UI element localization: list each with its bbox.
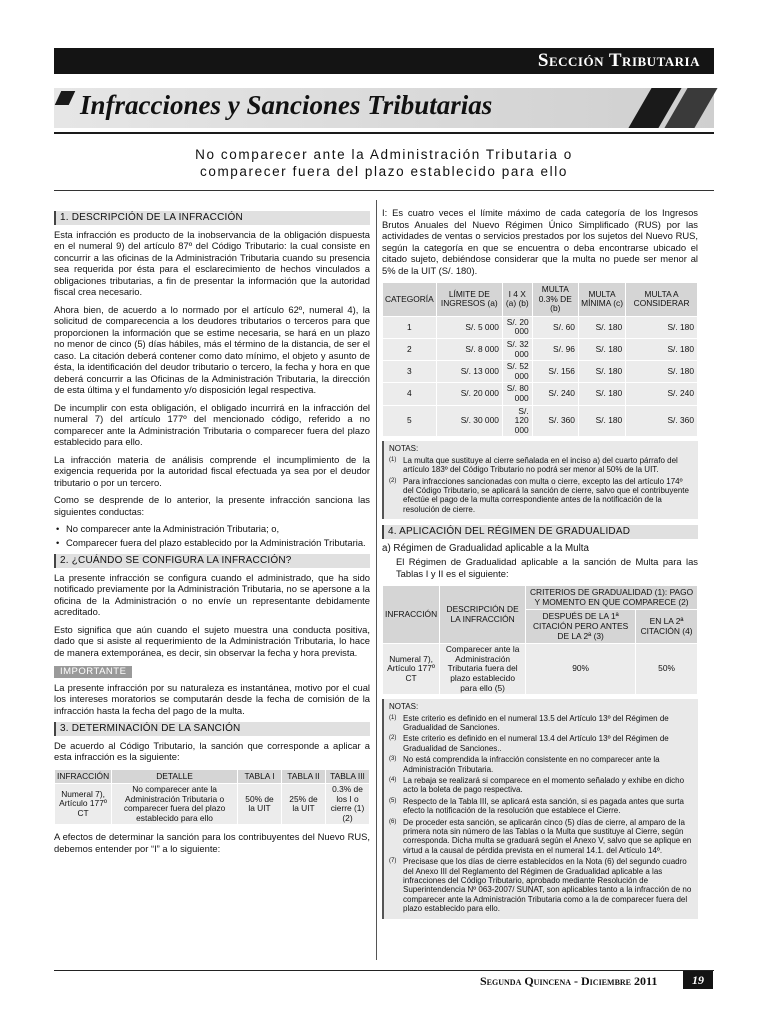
notes-list (389, 714, 693, 914)
table-row (383, 383, 698, 405)
table-cell: 5 (383, 405, 437, 437)
right-column (382, 207, 698, 925)
note-item (389, 797, 693, 816)
table-cell: Comparecer ante la Administración Tributaria fuera del plazo establecido para ello (5) (440, 644, 526, 695)
note-marker: (1) (389, 456, 397, 463)
paragraph: Esta infracción es producto de la inobservancia de la obligación dispuesta en el numeral 9) del artículo 87º del Código Tributario: la cual consiste en concurrir a las oficinas de la Administración Tributaria cuando su presencia sea requerida por ésta para el esclarecimiento de hechos vinculados a obligaciones tributarias, a fin de presentar la información que la autoridad fiscal crea necesario. (54, 228, 370, 297)
section-3-heading: 3. DETERMINACIÓN DE LA SANCIÓN (54, 722, 370, 736)
table-header: INFRACCIÓN (383, 586, 440, 644)
table-cell: 50% de la UIT (238, 784, 282, 825)
paragraph: De acuerdo al Código Tributario, la sanción que corresponde a aplicar a esta infracción es la siguiente: (54, 739, 370, 762)
table-header: TABLA I (238, 769, 282, 784)
note-item (389, 456, 693, 475)
table-header: TABLA III (326, 769, 370, 784)
note-item (389, 477, 693, 515)
table-cell: S/. 20 000 (502, 316, 532, 338)
table-cell: 1 (383, 316, 437, 338)
importante-badge: IMPORTANTE (54, 666, 132, 678)
subtitle-rule (54, 190, 714, 191)
page-title: Infracciones y Sanciones Tributarias (80, 90, 493, 120)
section-1-heading: 1. DESCRIPCIÓN DE LA INFRACCIÓN (54, 211, 370, 225)
table-cell: Numeral 7), Artículo 177º CT (383, 644, 440, 695)
note-marker: (2) (389, 477, 397, 484)
note-marker: (6) (389, 818, 397, 825)
table-header: DESPUÉS DE LA 1ª CITACIÓN PERO ANTES DE LA 2ª (3) (526, 610, 636, 644)
gradualidad-table (382, 585, 698, 695)
note-text: Este criterio es definido en el numeral 13.4 del Artículo 13º del Régimen de Gradualidad de Sanciones.. (403, 734, 669, 753)
notes-box-1 (382, 441, 698, 519)
table-cell: S/. 5 000 (436, 316, 502, 338)
table-cell: S/. 180 (578, 338, 625, 360)
table-cell: 2 (383, 338, 437, 360)
table-cell: S/. 120 000 (502, 405, 532, 437)
table-header: DESCRIPCIÓN DE LA INFRACCIÓN (440, 586, 526, 644)
categories-table-body (383, 316, 698, 437)
left-column (54, 207, 370, 860)
note-text: Respecto de la Tabla III, se aplicará esta sanción, si es pagada antes que surta efecto la notificación de la resolución que establece el Cierre. (403, 796, 684, 816)
table-cell: S/. 13 000 (436, 361, 502, 383)
note-item (389, 776, 693, 795)
table-cell: 50% (636, 644, 698, 695)
column-divider (376, 200, 377, 960)
note-text: De proceder esta sanción, se aplicarán cinco (5) días de cierre, al amparo de la primera nota sin número de las Tablas o la Multa que sustituye al Cierre, según corresponda. Dicha multa se graduará según el Anexo V, salvo que se aplique en virtud a la causal de pérdida prevista en el numeral 14.1. del Artículo 14º. (403, 817, 692, 855)
conduct-list (54, 523, 370, 548)
table-cell: S/. 360 (532, 405, 578, 437)
note-item (389, 818, 693, 856)
table-cell: No comparecer ante la Administración Tributaria o comparecer fuera del plazo establecido para ello (112, 784, 238, 825)
paragraph: I: Es cuatro veces el límite máximo de cada categoría de los Ingresos Brutos Anuales del Nuevo Régimen Único Simplificado (RUS) por las actividades de ventas o servicios prestados por los sujetos del Nuevo RUS, según la categoría en que se encuentra o deba encontrarse ubicado el citado sujeto, debiéndose considerar que la multa no puede ser menor al 5% de la UIT (S/. 180). (382, 207, 698, 276)
table-row (383, 361, 698, 383)
note-item (389, 734, 693, 753)
table-cell: S/. 180 (626, 316, 698, 338)
table-cell: 90% (526, 644, 636, 695)
paragraph: Esto significa que aún cuando el sujeto muestra una conducta positiva, dado que si asiste al requerimiento de la Administración Tributaria, lo hace de manera extemporánea, es decir, sin observar la fecha y hora prevista. (54, 623, 370, 658)
table-row (383, 338, 698, 360)
note-marker: (3) (389, 756, 397, 763)
subsection-a-heading: a) Régimen de Gradualidad aplicable a la Multa (382, 542, 589, 554)
note-text: Precisase que los días de cierre establecidos en la Nota (6) del segundo cuadro del Anexo III del Reglamento del Régimen de Gradualidad aplicable a las infracciones del Código Tributario, aprobado mediante Resolución de Superintendencia Nº 063-2007/ SUNAT, son aplicables tanto a la infracción de no comparecer ante la Administración Tributaria como a la de comparecer fuera del plazo establecido para ello. (403, 857, 692, 914)
table-header: MULTA 0.3% DE (b) (532, 283, 578, 317)
section-banner: Sección Tributaria (54, 48, 714, 74)
table-cell: S/. 20 000 (436, 383, 502, 405)
paragraph: De incumplir con esta obligación, el obligado incurrirá en la infracción del numeral 7) del artículo 177º del mencionado código, referido a no comparecer ante la Administración Tributaria o comparecer fuera del plazo establecido para ello. (54, 401, 370, 447)
paragraph: Ahora bien, de acuerdo a lo normado por el artículo 62º, numeral 4), la solicitud de comparecencia a los deudores tributarios o terceros para que proporcionen la información que se estime necesaria, se hará en un plazo no menor de cinco (5) días hábiles, más el término de la distancia, de ser el caso. La citación deberá contener como dato mínimo, el objeto y asunto de ésta, la identificación del deudor tributario o tercero, la fecha y hora en que deberá concurrir a las Oficinas de la Administración Tributaria, la dirección de esta última y el fundamento y/o disposición legal respectiva. (54, 303, 370, 395)
table-cell: S/. 80 000 (502, 383, 532, 405)
table-header: CATEGORÍA (383, 283, 437, 317)
table-cell: S/. 180 (578, 316, 625, 338)
table-cell: S/. 180 (578, 361, 625, 383)
table-header: MULTA MÍNIMA (c) (578, 283, 625, 317)
table-cell: 0.3% de los I o cierre (1) (2) (326, 784, 370, 825)
table-cell: S/. 8 000 (436, 338, 502, 360)
subtitle-line-1: No comparecer ante la Administración Tributaria o (195, 147, 573, 162)
paragraph: La presente infracción se configura cuando el administrado, que ha sido notificado previamente por la Administración Tributaria, no se apersone a la oficina de la Administración o no envíe un representante debidamente acreditado. (54, 571, 370, 617)
table-header: LÍMITE DE INGRESOS (a) (436, 283, 502, 317)
note-item (389, 714, 693, 733)
list-item: • Comparecer fuera del plazo establecido por la Administración Tributaria. (54, 537, 370, 549)
title-rule (54, 132, 714, 134)
notes-box-2 (382, 699, 698, 919)
table-cell: Numeral 7), Artículo 177º CT (55, 784, 112, 825)
table-header: EN LA 2ª CITACIÓN (4) (636, 610, 698, 644)
note-item (389, 755, 693, 774)
note-text: La multa que sustituye al cierre señalada en el inciso a) del cuarto párrafo del artículo 183º del Código Tributario no podrá ser menor al 50% de la UIT. (403, 455, 678, 475)
table-row (383, 405, 698, 437)
section-4-heading: 4. APLICACIÓN DEL RÉGIMEN DE GRADUALIDAD (382, 525, 698, 539)
table-cell: 4 (383, 383, 437, 405)
table-header: INFRACCIÓN (55, 769, 112, 784)
note-marker: (2) (389, 735, 397, 742)
note-marker: (7) (389, 858, 397, 865)
note-marker: (5) (389, 797, 397, 804)
paragraph: A efectos de determinar la sanción para los contribuyentes del Nuevo RUS, debemos entender por “I” a lo siguiente: (54, 831, 370, 854)
categories-table (382, 282, 698, 437)
sanction-table (54, 769, 370, 826)
footer-rule (54, 970, 714, 971)
notes-title: NOTAS: (389, 702, 419, 712)
article-subtitle (54, 146, 714, 180)
note-marker: (4) (389, 776, 397, 783)
table-cell: S/. 32 000 (502, 338, 532, 360)
table-header: MULTA A CONSIDERAR (626, 283, 698, 317)
table-cell: S/. 52 000 (502, 361, 532, 383)
page-number: 19 (683, 971, 713, 989)
note-text: Este criterio es definido en el numeral 13.5 del Artículo 13º del Régimen de Gradualidad de Sanciones. (403, 713, 669, 732)
table-cell: S/. 180 (626, 338, 698, 360)
table-cell: S/. 180 (578, 405, 625, 437)
paragraph: El Régimen de Gradualidad aplicable a la sanción de Multa para las Tablas I y II es el siguiente: (396, 556, 698, 579)
note-item (389, 857, 693, 913)
note-text: Para infracciones sancionadas con multa o cierre, excepto las del artículo 174º del Código Tributario, se aplicará la sanción de cierre, salvo que el contribuyente efectúe el pago de la multa correspondiente antes de la notificación de la resolución de cierre. (403, 476, 689, 514)
notes-title: NOTAS: (389, 444, 419, 454)
table-header: DETALLE (112, 769, 238, 784)
note-marker: (1) (389, 714, 397, 721)
table-cell: S/. 30 000 (436, 405, 502, 437)
paragraph: La infracción materia de análisis comprende el incumplimiento de la exigencia requerida por la autoridad fiscal efectuada ya sea por el deudor tributario o por un tercero. (54, 453, 370, 488)
note-text: No está comprendida la infracción consistente en no comparecer ante la Administración Tributaria. (403, 755, 660, 774)
table-cell: S/. 180 (578, 383, 625, 405)
section-2-heading: 2. ¿CUÁNDO SE CONFIGURA LA INFRACCIÓN? (54, 554, 370, 568)
footer-issue: Segunda Quincena - Diciembre 2011 (480, 974, 658, 988)
paragraph: La presente infracción por su naturaleza es instantánea, motivo por el cual los intereses moratorios se computarán desde la fecha de comisión de la infracción hasta la fecha del pago de la multa. (54, 681, 370, 716)
table-cell: 25% de la UIT (282, 784, 326, 825)
table-header: TABLA II (282, 769, 326, 784)
note-text: La rebaja se realizará si comparece en el momento señalado y exhibe en dicho acto la boleta de pago respectiva. (403, 775, 685, 795)
list-item: • No comparecer ante la Administración Tributaria; o, (54, 523, 370, 535)
table-cell: 3 (383, 361, 437, 383)
table-cell: S/. 180 (626, 361, 698, 383)
table-cell: S/. 156 (532, 361, 578, 383)
table-cell: S/. 60 (532, 316, 578, 338)
table-row (383, 316, 698, 338)
paragraph: Como se desprende de lo anterior, la presente infracción sanciona las siguientes conductas: (54, 494, 370, 517)
subtitle-line-2: comparecer fuera del plazo establecido para ello (200, 164, 568, 179)
table-cell: S/. 96 (532, 338, 578, 360)
table-cell: S/. 240 (532, 383, 578, 405)
table-header: CRITERIOS DE GRADUALIDAD (1): PAGO Y MOMENTO EN QUE COMPARECE (2) (526, 586, 698, 610)
table-cell: S/. 240 (626, 383, 698, 405)
table-header: I 4 X (a) (b) (502, 283, 532, 317)
table-cell: S/. 360 (626, 405, 698, 437)
